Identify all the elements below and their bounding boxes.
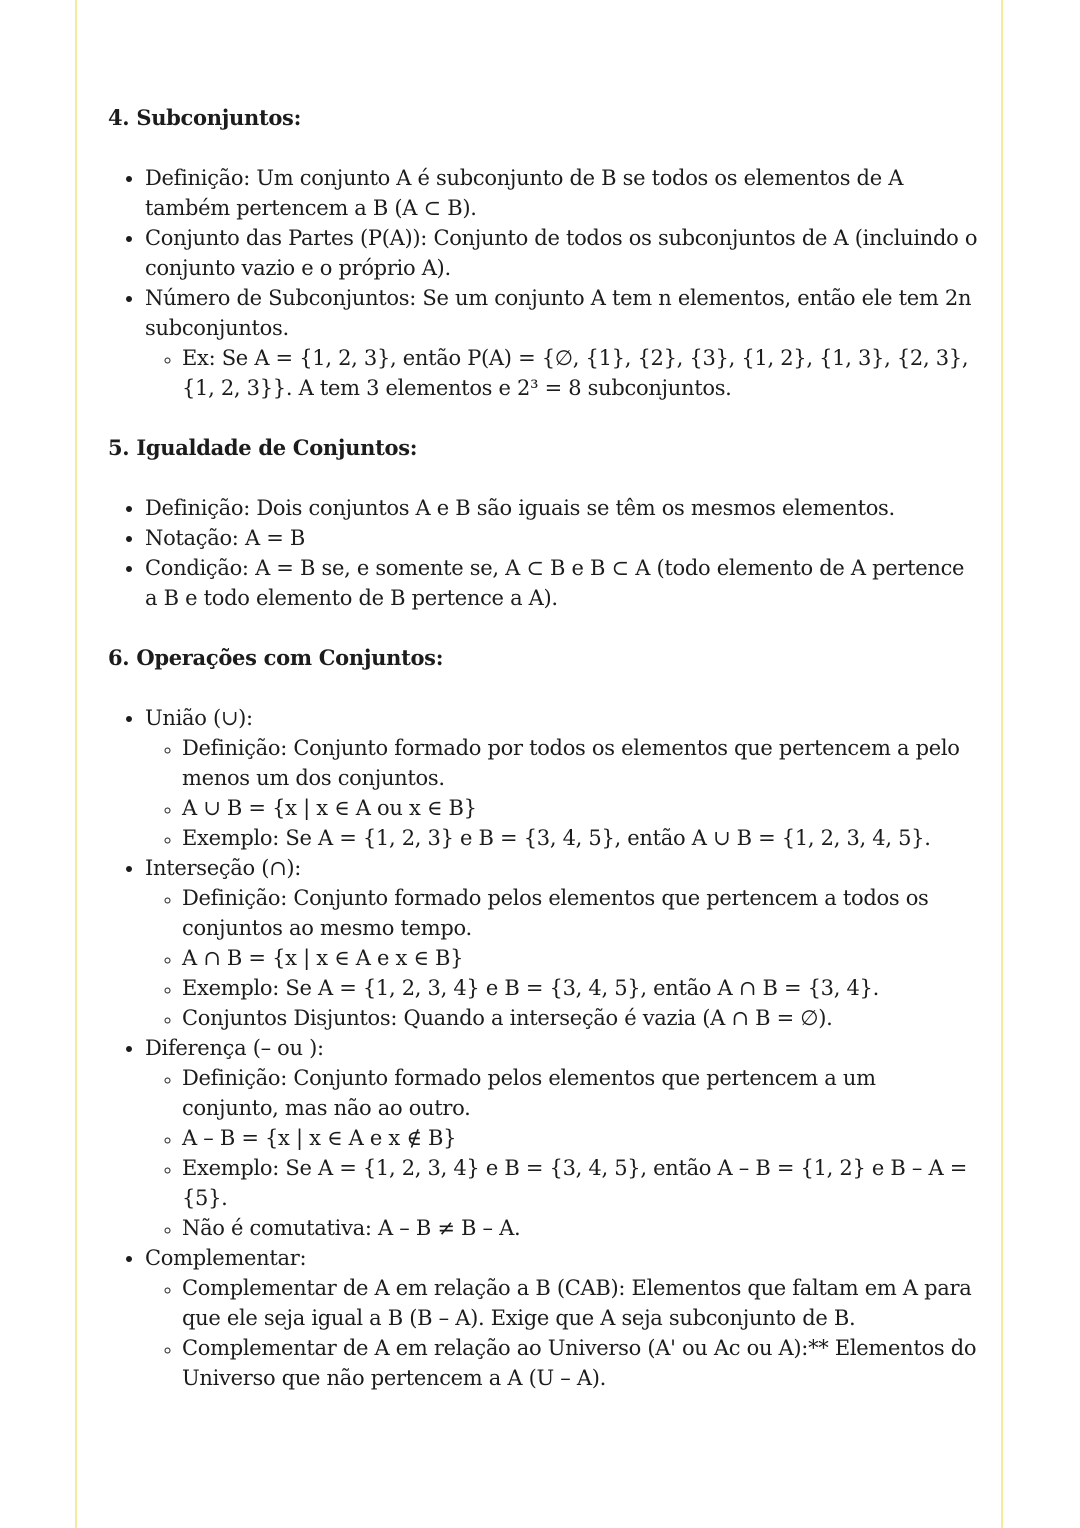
list-item-intersecao: [145, 853, 978, 1033]
sub-list: [145, 343, 978, 403]
sub-list-item: ◦ Não é comutativa: A – B ≠ B – A.: [182, 1213, 978, 1243]
sub-list-item: ◦ Complementar de A em relação ao Universo (A' ou Ac ou A):** Elementos do Universo que não pertencem a A (U – A).: [182, 1333, 978, 1393]
diferenca-sub-list: [145, 1063, 978, 1243]
document-content: [108, 103, 978, 1423]
section-title-subconjuntos: 4. Subconjuntos:: [108, 105, 302, 130]
complementar-label: Complementar:: [145, 1246, 307, 1270]
sub-list-item: ◦ A – B = {x | x ∈ A e x ∉ B}: [182, 1123, 978, 1153]
uniao-label: União (∪):: [145, 706, 253, 730]
diferenca-label: Diferença (– ou ):: [145, 1036, 324, 1060]
section-title-igualdade: 5. Igualdade de Conjuntos:: [108, 435, 418, 460]
intersecao-label: Interseção (∩):: [145, 856, 302, 880]
sub-list-item: ◦ Exemplo: Se A = {1, 2, 3, 4} e B = {3, 4, 5}, então A ∩ B = {3, 4}.: [182, 973, 978, 1003]
list-item: • Definição: Um conjunto A é subconjunto de B se todos os elementos de A também pertencem a B (A ⊂ B).: [145, 163, 978, 223]
operacoes-list: [108, 703, 978, 1393]
sub-list-item: ◦ Complementar de A em relação a B (CAB): Elementos que faltam em A para que ele seja igual a B (B – A). Exige que A seja subconjunto de B.: [182, 1273, 978, 1333]
list-item-uniao: [145, 703, 978, 853]
sub-list-item: ◦ Conjuntos Disjuntos: Quando a interseção é vazia (A ∩ B = ∅).: [182, 1003, 978, 1033]
intersecao-sub-list: [145, 883, 978, 1033]
sub-list-item: ◦ Definição: Conjunto formado por todos os elementos que pertencem a pelo menos um dos conjuntos.: [182, 733, 978, 793]
sub-list-item: ◦ Definição: Conjunto formado pelos elementos que pertencem a todos os conjuntos ao mesmo tempo.: [182, 883, 978, 943]
sub-list-item: ◦ Exemplo: Se A = {1, 2, 3} e B = {3, 4, 5}, então A ∪ B = {1, 2, 3, 4, 5}.: [182, 823, 978, 853]
list-item: [145, 283, 978, 403]
sub-list-item: ◦ Exemplo: Se A = {1, 2, 3, 4} e B = {3, 4, 5}, então A – B = {1, 2} e B – A = {5}.: [182, 1153, 978, 1213]
sub-list-item: ◦ A ∩ B = {x | x ∈ A e x ∈ B}: [182, 943, 978, 973]
list-item: • Definição: Dois conjuntos A e B são iguais se têm os mesmos elementos.: [145, 493, 978, 523]
sub-list-item: ◦ A ∪ B = {x | x ∈ A ou x ∈ B}: [182, 793, 978, 823]
list-item: • Notação: A = B: [145, 523, 978, 553]
list-item-complementar: [145, 1243, 978, 1393]
uniao-sub-list: [145, 733, 978, 853]
subconjuntos-list: [108, 163, 978, 403]
list-item: • Condição: A = B se, e somente se, A ⊂ B e B ⊂ A (todo elemento de A pertence a B e todo elemento de B pertence a A).: [145, 553, 978, 613]
sub-list-item: ◦ Definição: Conjunto formado pelos elementos que pertencem a um conjunto, mas não ao outro.: [182, 1063, 978, 1123]
list-item: • Conjunto das Partes (P(A)): Conjunto de todos os subconjuntos de A (incluindo o conjunto vazio e o próprio A).: [145, 223, 978, 283]
igualdade-list: [108, 493, 978, 613]
list-item-text: Número de Subconjuntos: Se um conjunto A tem n elementos, então ele tem 2n subconjuntos.: [145, 286, 972, 340]
list-item-diferenca: [145, 1033, 978, 1243]
sub-list-item: ◦ Ex: Se A = {1, 2, 3}, então P(A) = {∅, {1}, {2}, {3}, {1, 2}, {1, 3}, {2, 3}, {1, 2, 3}}. A tem 3 elementos e 2³ = 8 subconjuntos.: [182, 343, 978, 403]
complementar-sub-list: [145, 1273, 978, 1393]
section-title-operacoes: 6. Operações com Conjuntos:: [108, 645, 444, 670]
